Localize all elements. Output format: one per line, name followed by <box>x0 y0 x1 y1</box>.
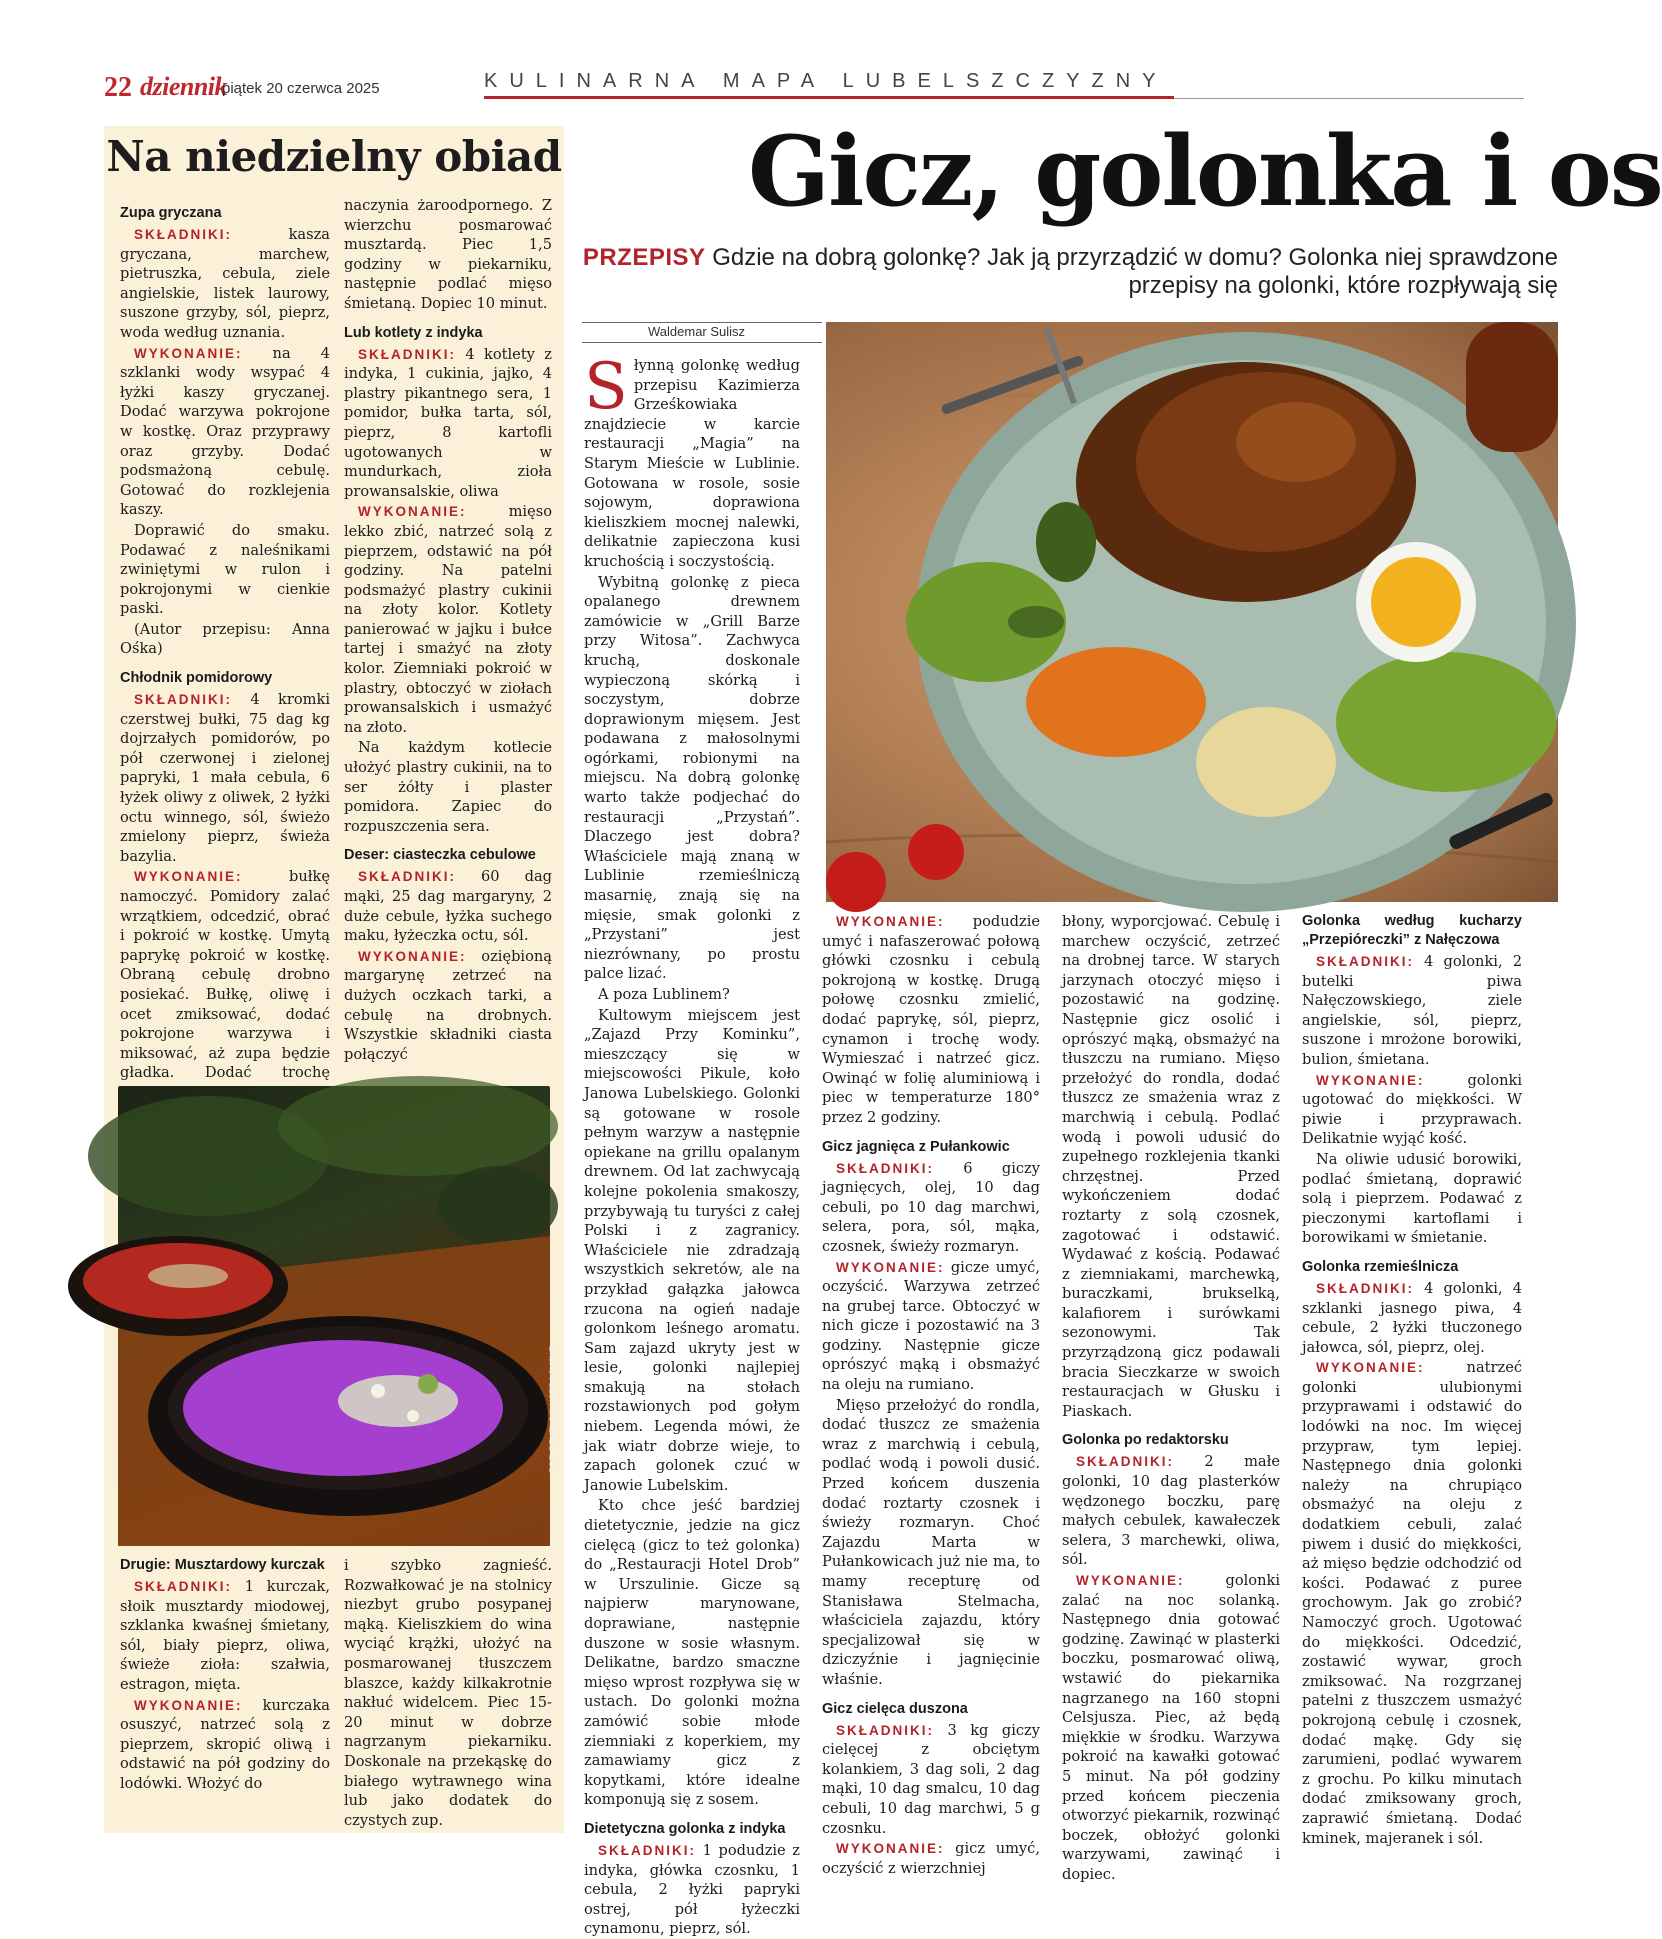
body-paragraph: błony, wyporcjować. Cebulę i marchew oczyścić, zetrzeć na drobnej tarce. W starych jarzynach otoczyć mięso i pozostawić na godzinę. Następnie gicz osolić i oprószyć mąką, obsmażyć na tłuszczu na rumiano. Mięso przełożyć do rondla, dodać tłuszcz ze smażenia wraz z marchwią i cebulą. Podlać wodą i powoli udusić do zupełnego rozklejenia tkanki chrzęstnej. Przed wykończeniem dodać roztarty z solą czosnek, zagotować i odstawić. Wydawać z kością. Podawać z ziemniakami, marchewką, buraczkami, brukselką, kalafiorem i surówkami sezonowymi. Tak przyrządzoną gicz podawali bracia Sieczkarze w swoich restauracjach w Głusku i Piaskach. <box>1062 913 1280 1420</box>
photo-credit: FOT. PEXELS/ILUSTRACYJNE <box>548 1346 558 1474</box>
dropcap-letter: S <box>584 350 628 424</box>
body-paragraph: naczynia żaroodpornego. Z wierzchu posmarować musztardą. Piec 1,5 godziny w piekarniku, następnie podlać mięso śmietaną. Dopiec 10 minut. <box>344 197 552 312</box>
article-kicker: PRZEPISY <box>582 244 706 271</box>
article-headline: Gicz, golonka i os <box>748 115 1662 228</box>
golonka-photo <box>826 322 1558 902</box>
recipe-paragraph: SKŁADNIKI: 2 małe golonki, 10 dag plasterków wędzonego boczku, parę małych cebulek, kawałeczek selera, 3 marchewki, oliwa, sól. <box>1062 1453 1280 1569</box>
recipe-label: SKŁADNIKI: <box>1316 954 1414 969</box>
recipe-paragraph: WYKONANIE: oziębioną margarynę zetrzeć na dużych oczkach tarki, a cebulę na drobnych. Wszystkie składniki ciasta połączyć <box>344 947 552 1063</box>
recipe-label: SKŁADNIKI: <box>598 1842 696 1858</box>
recipe-paragraph: WYKONANIE: podudzie umyć i nafaszerować połową główki czosnku i cebulą pokrojoną w kostkę. Drugą połowę czosnku zmielić, dodać paprykę, sól, pieprz, cynamon i trochę wody. Wymieszać i natrzeć gicz. Owinąć w folię aluminiową i piec w temperaturze 180° przez 2 godziny. <box>822 913 1040 1126</box>
body-paragraph: Słynną golonkę według przepisu Kazimierza Grześkowiaka znajdziecie w karcie restauracji „Magia” na Starym Mieście w Lublinie. Gotowana w rosole, sosie sojowym, doprawiona kieliszkiem mocnej nalewki, delikatnie zapieczona kusi kruchością i soczystością. <box>584 350 800 570</box>
recipe-label: SKŁADNIKI: <box>1316 1280 1414 1296</box>
article-column-2 <box>822 912 1040 1877</box>
body-paragraph: Wybitną golonkę z pieca opalanego drewnem zamówicie w „Grill Barze przy Witosa”. Zachwyca kruchą, doskonale wypieczoną skórką i soczystym, dobrze doprawionym mięsem. Jest podawana z małosolnymi ogórkami, robionymi na miejscu. Na dobrą golonkę warto także podjechać do restauracji „Przystań”. Dlaczego jest dobra? Właściciele mają znaną w Lublinie rzemieślniczą masarnię, znają się na mięsie, smak golonki z „Przystani” jest niezrównany, po prostu palce lizać. <box>584 573 800 983</box>
sidebar-box <box>104 126 564 1833</box>
sidebar-column-2 <box>344 196 552 1084</box>
article-lead-text: Gdzie na dobrą golonkę? Jak ją przyrządzić w domu? Golonka niej sprawdzone przepisy na golonki, które rozpływają się <box>705 244 1558 299</box>
recipe-label: WYKONANIE: <box>134 1697 243 1713</box>
golonka-photo-illustration <box>826 322 1558 902</box>
recipe-paragraph: WYKONANIE: kurczaka osuszyć, natrzeć solą z pieprzem, skropić oliwą i odstawić na pół godziny do lodówki. Włożyć do <box>120 1696 330 1792</box>
recipe-heading: Gicz jagnięca z Pułankowic <box>822 1138 1010 1155</box>
body-paragraph: Kultowym miejscem jest „Zajazd Przy Kominku”, mieszczący się w miejscowości Pikule, koło Janowa Lubelskiego. Golonki są gotowane w rosole pełnym warzyw a następnie opiekane na grillu opalanym drewnem. Od lat zachwycają kolejne pokolenia smakoszy, przybywają tu turyści z całej Polski i z zagranicy. Właściciele nie zdradzają wszystkich sekretów, ale na przykład gałązka jałowca rzucona na ogień nadaje golonkom leśnego aromatu. Sam zajazd ukryty jest w lesie, golonki najlepiej smakują na stołach rozstawionych pod gołym niebem. Legenda mówi, że jak wiatr dobrze wieje, to zapach golonek czuć w Janowie Lubelskim. <box>584 1006 800 1494</box>
article-lead <box>560 244 1558 306</box>
recipe-label: SKŁADNIKI: <box>134 1579 232 1594</box>
body-paragraph: Na oliwie udusić borowiki, podlać śmietaną, doprawić solą i pieprzem. Podawać z pieczonymi kartoflami i borowikami w śmietanie. <box>1302 1150 1522 1247</box>
article-byline: Waldemar Sulisz <box>648 324 746 339</box>
body-paragraph: A poza Lublinem? <box>598 986 730 1003</box>
recipe-paragraph: WYKONANIE: golonki zalać na noc solanką. Następnego dnia gotować godzinę. Zawinąć w plasterki boczku, posmarować oliwą, wstawić do piekarnika nagrzanego na 160 stopni Celsjusza. Piec, aż będą miękkie w środku. Warzywa pokroić na kawałki gotować 5 minut. Na pół godziny przed końcem pieczenia otworzyć piekarnik, rozwinąć boczek, obłożyć golonki warzywami, zawinąć i dopiec. <box>1062 1572 1280 1883</box>
recipe-label: WYKONANIE: <box>358 504 467 520</box>
recipe-label: SKŁADNIKI: <box>358 346 456 362</box>
sidebar-title: Na niedzielny obiad <box>106 132 562 181</box>
recipe-paragraph: SKŁADNIKI: kasza gryczana, marchew, pietruszka, cebula, ziele angielskie, listek laurowy, suszone grzyby, sól, pieprz, woda według uznania. <box>120 226 330 341</box>
article-column-1 <box>584 350 800 1938</box>
recipe-paragraph: WYKONANIE: gicze umyć, oczyścić. Warzywa zetrzeć na grubej tarce. Obtoczyć w nich gicze i pozostawić na 3 godziny. Następnie gicze oprószyć mąką i obsmażyć na oleju na rumiano. <box>822 1258 1040 1394</box>
recipe-label: WYKONANIE: <box>836 914 945 929</box>
chlodnik-photo <box>118 1086 558 1546</box>
chlodnik-photo-illustration <box>118 1086 550 1546</box>
byline-rule-bottom <box>582 342 822 343</box>
recipe-heading: Dietetyczna golonka z indyka <box>584 1820 786 1837</box>
recipe-label: SKŁADNIKI: <box>836 1160 934 1176</box>
recipe-heading: Zupa gryczana <box>120 205 222 221</box>
recipe-label: WYKONANIE: <box>1316 1360 1425 1376</box>
newspaper-logo: dziennik <box>140 72 228 101</box>
section-title: KULINARNA MAPA LUBELSZCZYZNY <box>484 70 1168 92</box>
recipe-label: SKŁADNIKI: <box>1076 1454 1174 1470</box>
body-paragraph: i szybko zagnieść. Rozwałkować je na stolnicy niezbyt grubo posypanej mąką. Kieliszkiem do wina wyciąć krążki, ułożyć na posmarowanej tłuszczem blaszce, każdy kilkakrotnie nakłuć widelcem. Piec 15-20 minut w dobrze nagrzanym piekarniku. Doskonale na przekąskę do białego wytrawnego wina lub jako dodatek do czystych zup. <box>344 1557 552 1829</box>
recipe-paragraph: SKŁADNIKI: 4 golonki, 4 szklanki jasnego piwa, 4 cebule, 2 łyżki tłuczonego jałowca, sól, pieprz, olej. <box>1302 1279 1522 1356</box>
recipe-label: SKŁADNIKI: <box>134 227 232 242</box>
recipe-label: SKŁADNIKI: <box>134 692 232 708</box>
recipe-label: WYKONANIE: <box>836 1259 945 1275</box>
sidebar-column-4 <box>344 1556 552 1829</box>
recipe-paragraph: WYKONANIE: na 4 szklanki wody wsypać 4 łyżki kaszy gryczanej. Dodać warzywa pokrojone w kostkę. Oraz przyprawy oraz grzyby. Dodać podsmażoną cebulę. Gotować do rozklejenia kaszy. <box>120 344 330 519</box>
section-underline <box>484 96 1174 99</box>
recipe-label: SKŁADNIKI: <box>358 869 456 885</box>
header-rule <box>1174 98 1524 99</box>
recipe-paragraph: WYKONANIE: bułkę namoczyć. Pomidory zalać wrzątkiem, odcedzić, obrać i pokroić w kostkę. Umytą paprykę pokroić w kostkę. Obraną cebulę drobno posiekać. Bułkę, oliwę i ocet zmiksować, dodać pokrojone warzywa i miksować, aż zupa będzie gładka. Dodać trochę <box>120 868 330 1082</box>
recipe-paragraph: WYKONANIE: mięso lekko zbić, natrzeć solą z pieprzem, odstawić na pół godziny. Na patelni podsmażyć plastry cukinii na złoty kolor. Kotlety panierować w jajku i bułce tartej i smażyć na złoty kolor. Ziemniaki pokroić w plastry, obtoczyć w ziołach prowansalskich i usmażyć na złoto. <box>344 503 552 736</box>
recipe-label: WYKONANIE: <box>836 1841 945 1857</box>
recipe-heading: Golonka po redaktorsku <box>1062 1432 1229 1449</box>
recipe-label: WYKONANIE: <box>134 869 243 885</box>
recipe-paragraph: WYKONANIE: golonki ugotować do miękkości. W piwie i przyprawach. Delikatnie wyjąć kość. <box>1302 1071 1522 1148</box>
recipe-label: WYKONANIE: <box>1316 1072 1425 1088</box>
article-column-3 <box>1062 912 1280 1883</box>
recipe-paragraph: SKŁADNIKI: 4 kromki czerstwej bułki, 75 dag kg dojrzałych pomidorów, po pół czerwonej i zielonej papryki, 1 mała cebula, 6 łyżek oliwy z oliwek, 2 łyżki octu winnego, sól, świeżo zmielony pieprz, świeża bazylia. <box>120 691 330 865</box>
recipe-paragraph: SKŁADNIKI: 60 dag mąki, 25 dag margaryny, 2 duże cebule, łyżka suchego maku, łyżeczka octu, sól. <box>344 868 552 945</box>
recipe-paragraph: SKŁADNIKI: 1 podudzie z indyka, główka czosnku, 1 cebula, 2 łyżki papryki ostrej, pół łyżeczki cynamonu, pieprz, sól. <box>584 1841 800 1938</box>
issue-date: piątek 20 czerwca 2025 <box>222 80 380 97</box>
recipe-label: WYKONANIE: <box>134 345 243 361</box>
body-paragraph: Na każdym kotlecie ułożyć plastry cukinii, na to ser żółty i plaster pomidora. Zapiec do rozpuszczenia sera. <box>344 739 552 835</box>
recipe-paragraph: WYKONANIE: gicz umyć, oczyścić z wierzchniej <box>822 1840 1040 1877</box>
page-number: 22 <box>104 72 132 103</box>
recipe-heading: Lub kotlety z indyka <box>344 324 483 341</box>
sidebar-column-1 <box>120 204 330 1084</box>
recipe-heading: Drugie: Musztardowy kurczak <box>120 1557 325 1573</box>
recipe-paragraph: SKŁADNIKI: 1 kurczak, słoik musztardy miodowej, szklanka kwaśnej śmietany, sól, biały pieprz, oliwa, świeże zioła: szałwia, estragon, mięta. <box>120 1578 330 1693</box>
recipe-paragraph: SKŁADNIKI: 4 kotlety z indyka, 1 cukinia, jajko, 4 plastry pikantnego sera, 1 pomidor, bułka tarta, sól, pieprz, 8 kartofli ugotowanych w mundurkach, zioła prowansalskie, oliwa <box>344 345 552 500</box>
sidebar-column-3 <box>120 1556 330 1826</box>
byline-rule-top <box>582 322 822 323</box>
recipe-label: WYKONANIE: <box>1076 1573 1185 1588</box>
recipe-heading: Golonka rzemieślnicza <box>1302 1258 1459 1275</box>
recipe-paragraph: SKŁADNIKI: 6 giczy jagnięcych, olej, 10 dag cebuli, po 10 dag marchwi, selera, pora, sól, mąka, czosnek, świeży rozmaryn. <box>822 1159 1040 1255</box>
recipe-label: SKŁADNIKI: <box>836 1722 934 1738</box>
body-paragraph: Doprawić do smaku. Podawać z naleśnikami zwiniętymi w rulon i pokrojonymi w cienkie paski. <box>120 521 330 618</box>
recipe-heading: Deser: ciasteczka cebulowe <box>344 847 536 864</box>
recipe-paragraph: SKŁADNIKI: 4 golonki, 2 butelki piwa Nałęczowskiego, ziele angielskie, sól, pieprz, suszone i mrożone borowiki, bulion, śmietana. <box>1302 953 1522 1068</box>
recipe-label: WYKONANIE: <box>358 948 467 964</box>
recipe-paragraph: WYKONANIE: natrzeć golonki ulubionymi przyprawami i odstawić do lodówki na noc. Im więcej przypraw, tym lepiej. Następnego dnia golonki należy na chrupiąco obsmażyć na oleju z dodatkiem cebuli, zalać piwem i dusić do miękkości, aż mięso będzie odchodzić od kości. Podawać z puree grochowym. Jak go zrobić? Namoczyć groch. Ugotować do miękkości. Odcedzić, zostawić wywar, groch zmiksować. Na rozgrzanej patelni z tłuszczem usmażyć pokrojoną cebulę i czosnek, dodać mąkę. Gdy się zarumieni, podlać wywarem z grochu. Po kilku minutach dodać zmiksowany groch, zaprawić śmietaną. Dodać kminek, majeranek i sól. <box>1302 1359 1522 1847</box>
body-paragraph: Mięso przełożyć do rondla, dodać tłuszcz ze smażenia wraz z marchwią i cebulą, podlać wodą i powoli dusić. Przed końcem duszenia dodać roztarty czosnek i świeży rozmaryn. Choć Zajazdu Marta w Pułankowicach już nie ma, to mamy recepturę od Stanisława Stelmacha, właściciela zajazdu, który specjalizował się w dziczyźnie i jagnięcinie właśnie. <box>822 1396 1040 1688</box>
body-paragraph: (Autor przepisu: Anna Ośka) <box>120 620 330 658</box>
article-column-4 <box>1302 912 1522 1847</box>
body-paragraph: Kto chce jeść bardziej dietetycznie, jedzie na gicz cielęcą (gicz to też golonka) do „Restauracji Hotel Drob” w Urszulinie. Gicze są najpierw marynowane, doprawiane, następnie duszone w sosie własnym. Delikatne, bardzo smaczne mięso wprost rozpływa się w ustach. Do golonki można zamówić sobie młode ziemniaki z koperkiem, my zamawiamy gicz z kopytkami, które idealne komponują się z sosem. <box>584 1497 800 1809</box>
recipe-heading: Chłodnik pomidorowy <box>120 670 273 687</box>
recipe-paragraph: SKŁADNIKI: 3 kg giczy cielęcej z obciętym kolankiem, 3 dag soli, 2 dag mąki, 10 dag smalcu, 10 dag cebuli, 10 dag marchwi, 5 g czosnku. <box>822 1721 1040 1837</box>
recipe-heading: Gicz cielęca duszona <box>822 1700 968 1717</box>
recipe-heading: Golonka według kucharzy „Przepióreczki” z Nałęczowa <box>1302 913 1522 948</box>
